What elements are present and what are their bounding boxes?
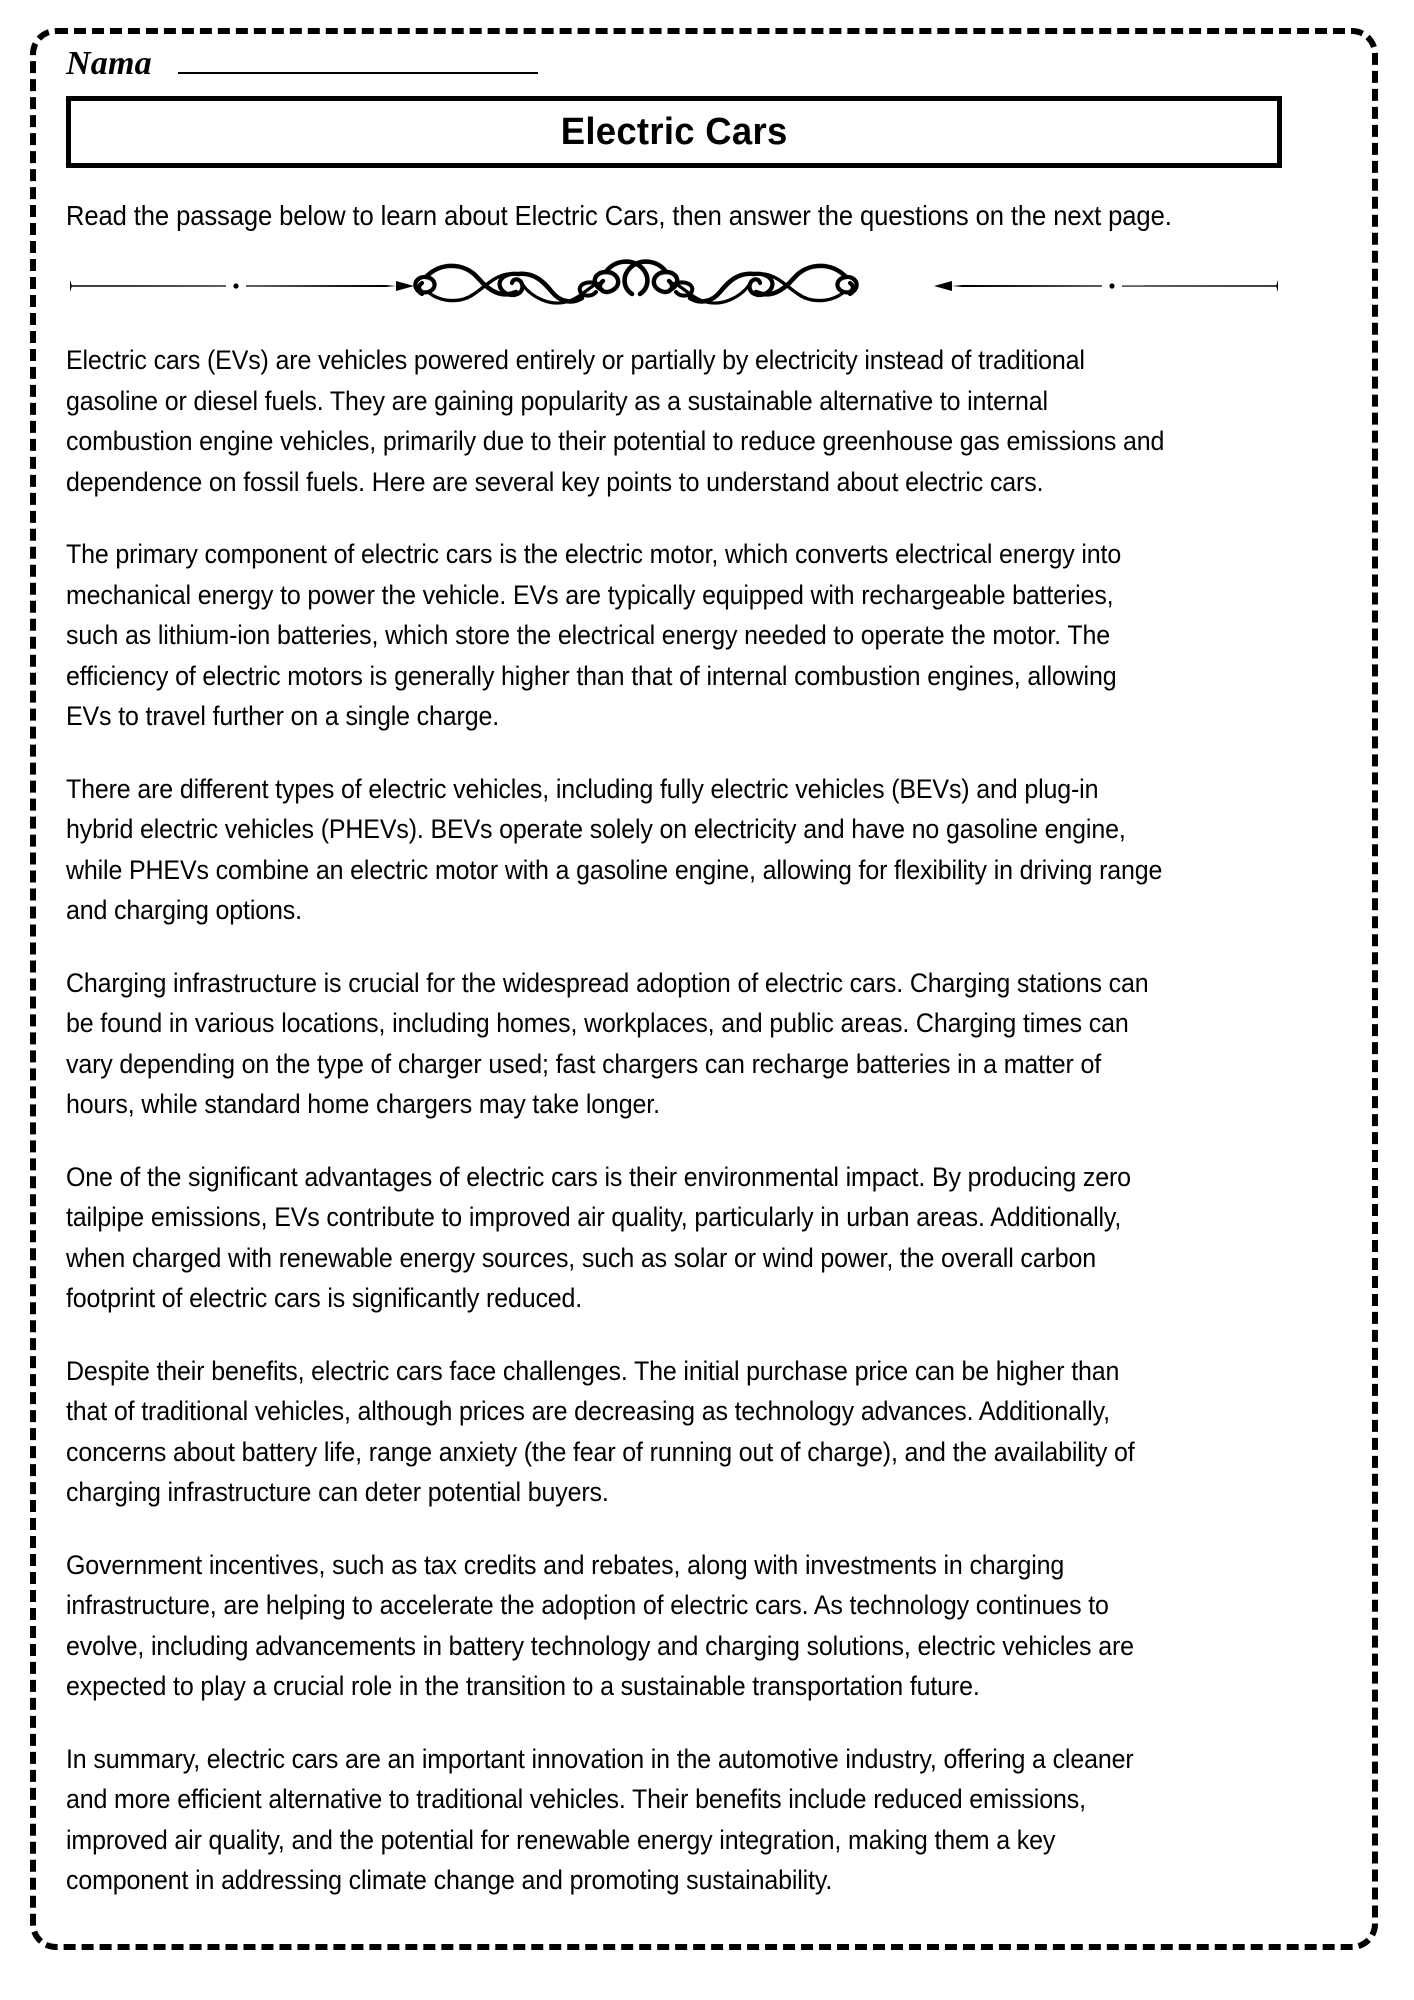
passage-body (66, 340, 1256, 1901)
passage-paragraph: Government incentives, such as tax credits and rebates, along with investments in charging infrastructure, are helping to accelerate the adoption of electric cars. As technology continues to evolve, including advancements in battery technology and charging solutions, electric vehicles are expected to play a crucial role in the transition to a sustainable transportation future. (66, 1549, 1134, 1701)
passage-paragraph: Charging infrastructure is crucial for the widespread adoption of electric cars. Charging stations can be found in various locations, including homes, workplaces, and public areas. Charging times can vary depending on the type of charger used; fast chargers can recharge batteries in a matter of hours, while standard home chargers may take longer. (66, 967, 1149, 1119)
passage-paragraph: In summary, electric cars are an important innovation in the automotive industry, offering a cleaner and more efficient alternative to traditional vehicles. Their benefits include reduced emissions, improved air quality, and the potential for renewable energy integration, making them a key component in addressing climate change and promoting sustainability. (66, 1743, 1134, 1895)
passage-paragraph: Despite their benefits, electric cars face challenges. The initial purchase price can be higher than that of traditional vehicles, although prices are decreasing as technology advances. Additionally, concerns about battery life, range anxiety (the fear of running out of charge), and the availability of charging infrastructure can deter potential buyers. (66, 1355, 1135, 1507)
name-label: Nama (66, 45, 152, 82)
passage-paragraph: The primary component of electric cars is the electric motor, which converts electrical energy into mechanical energy to power the vehicle. EVs are typically equipped with rechargeable batteries, such as lithium-ion batteries, which store the electrical energy needed to operate the motor. The efficiency of electric motors is generally higher than that of internal combustion engines, allowing EVs to travel further on a single charge. (66, 539, 1122, 731)
passage-paragraph: There are different types of electric vehicles, including fully electric vehicles (BEVs) and plug-in hybrid electric vehicles (PHEVs). BEVs operate solely on electricity and have no gasoline engine, while PHEVs combine an electric motor with a gasoline engine, allowing for flexibility in driving range and charging options. (66, 773, 1163, 925)
passage-paragraph: Electric cars (EVs) are vehicles powered entirely or partially by electricity instead of traditional gasoline or diesel fuels. They are gaining popularity as a sustainable alternative to internal combustion engine vehicles, primarily due to their potential to reduce greenhouse gas emissions and dependence on fossil fuels. Here are several key points to understand about electric cars. (66, 345, 1165, 497)
ornamental-flourish-divider-icon (66, 254, 1282, 318)
title-box (66, 96, 1282, 168)
name-input-line[interactable] (178, 44, 538, 74)
passage-paragraph: One of the significant advantages of electric cars is their environmental impact. By producing zero tailpipe emissions, EVs contribute to improved air quality, particularly in urban areas. Additionally, when charged with renewable energy sources, such as solar or wind power, the overall carbon footprint of electric cars is significantly reduced. (66, 1161, 1131, 1313)
name-row (66, 44, 1282, 90)
page-title: Electric Cars (560, 111, 788, 153)
instructions-text: Read the passage below to learn about Electric Cars, then answer the questions on the next page. (66, 200, 1172, 231)
worksheet-content (66, 44, 1348, 1901)
